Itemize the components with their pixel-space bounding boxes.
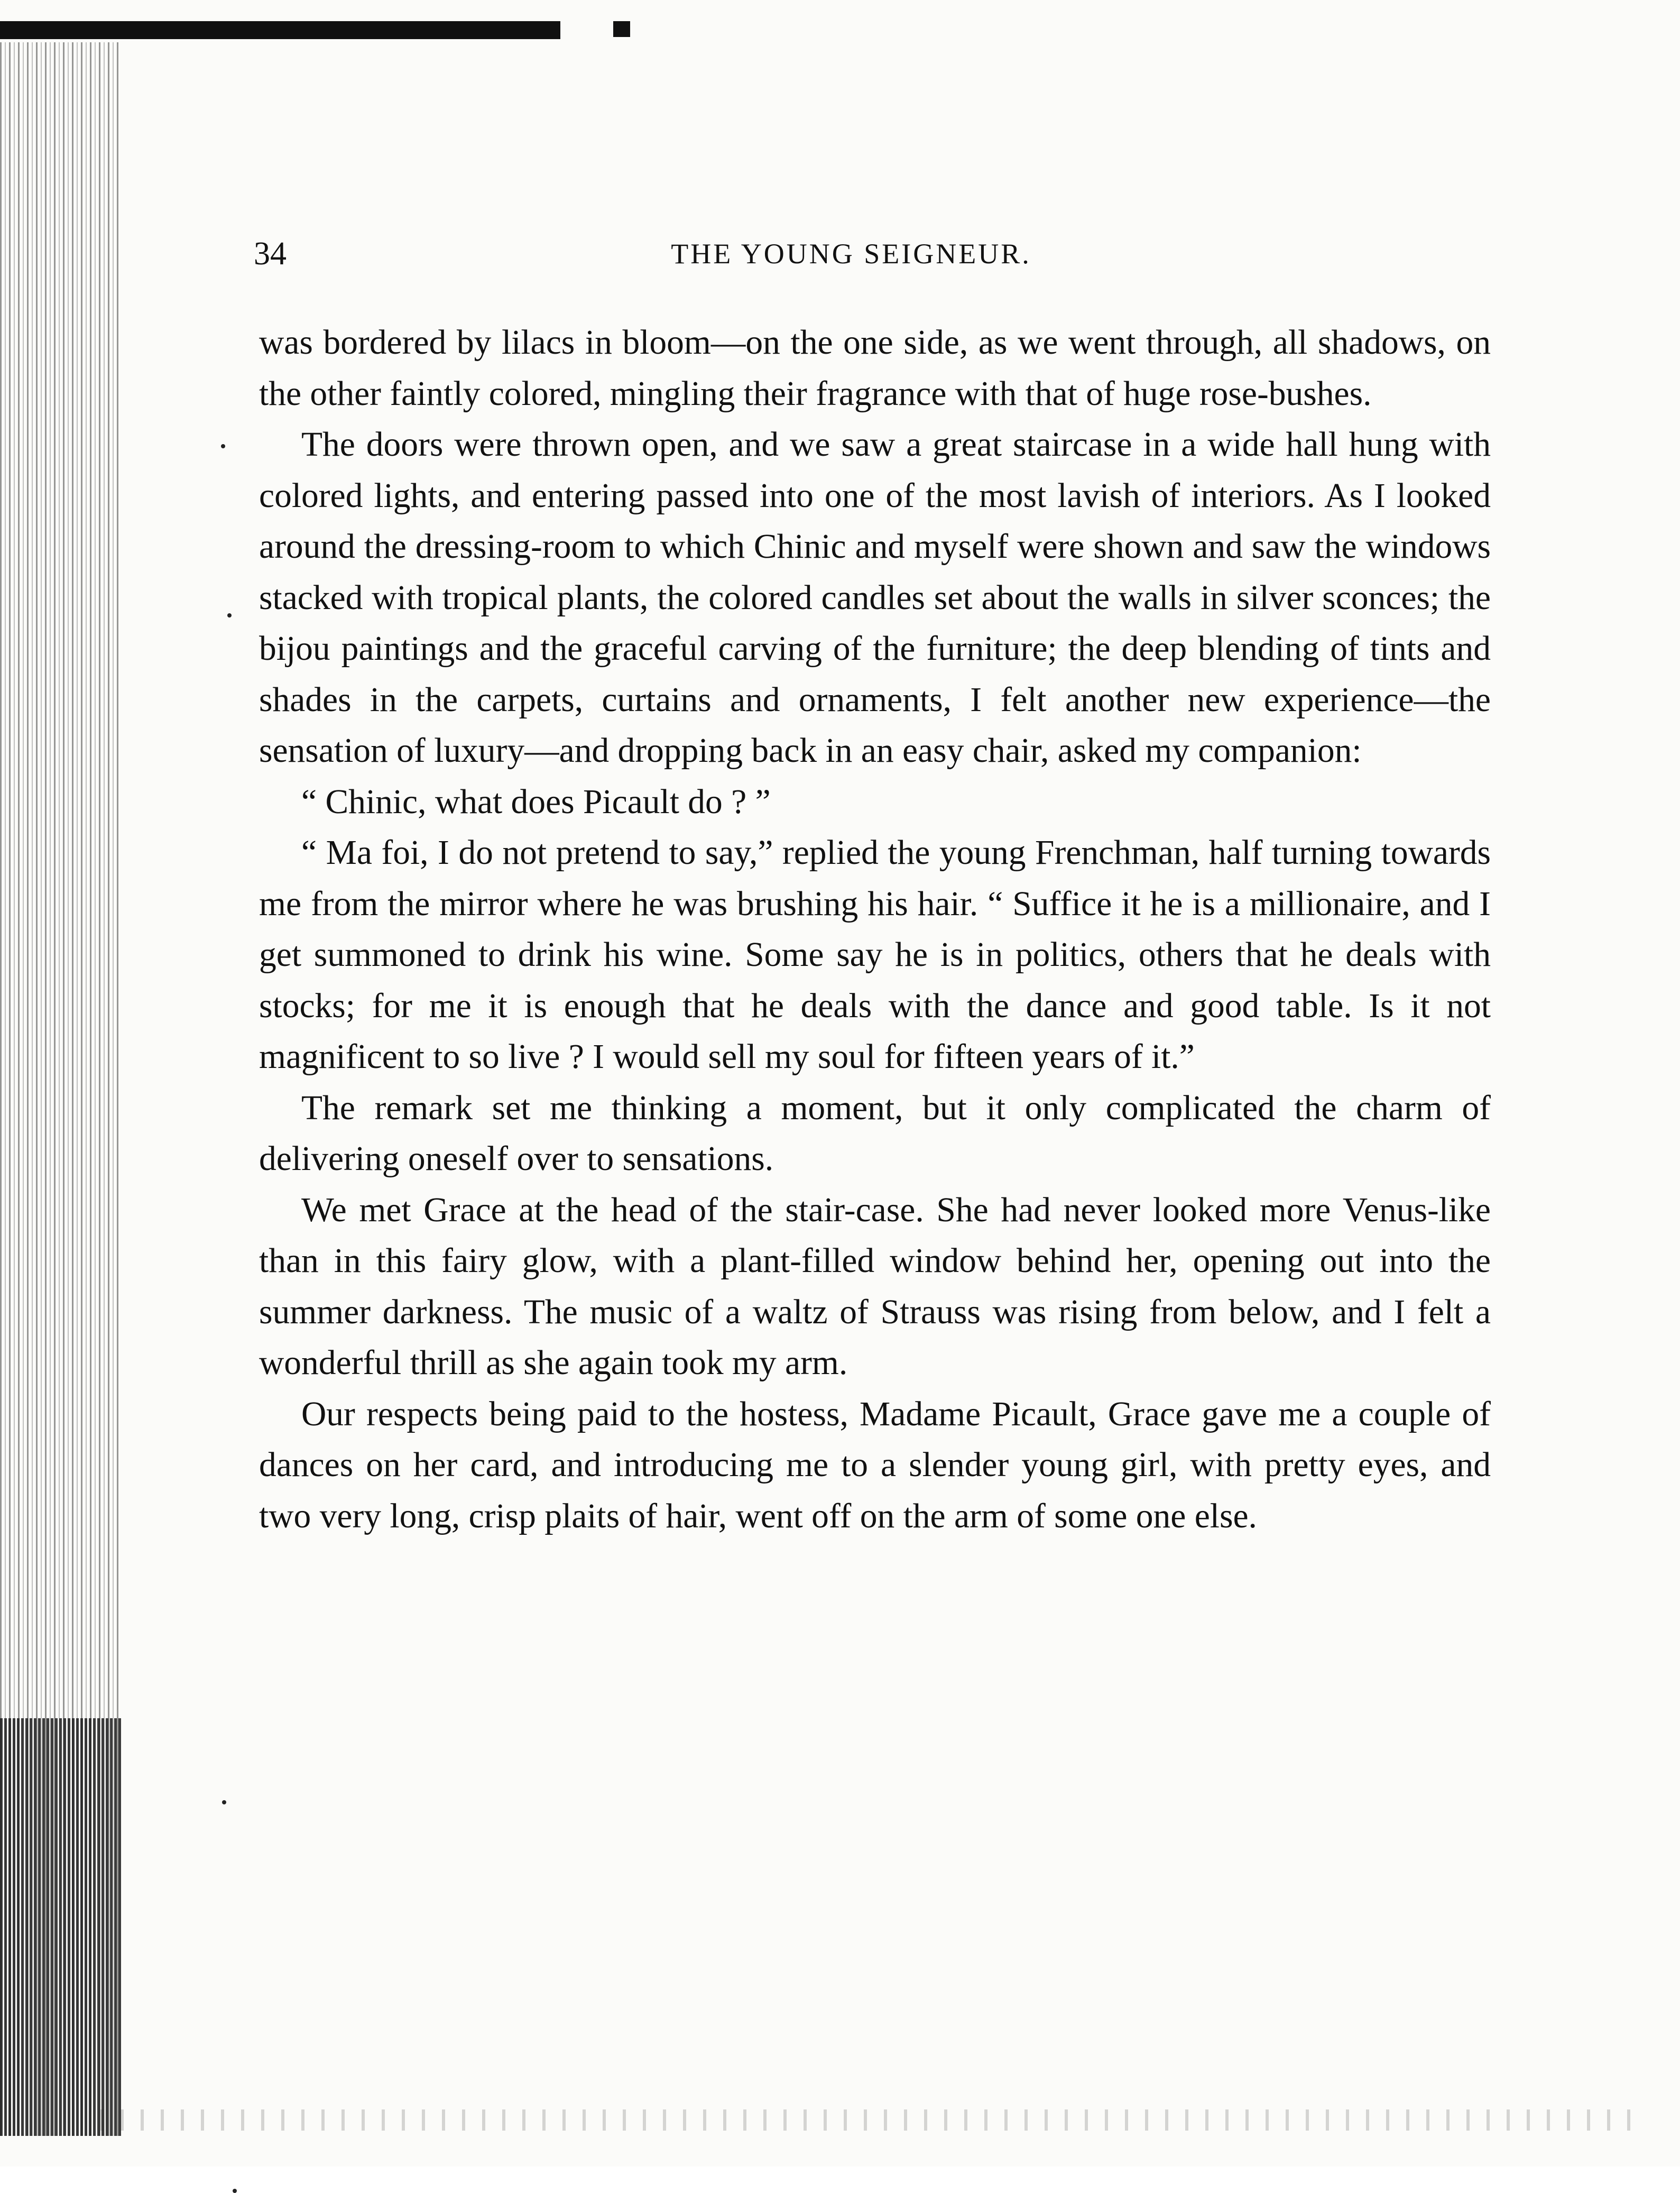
bottom-scan-noise: [100, 2109, 1633, 2131]
page-number: 34: [254, 236, 287, 272]
margin-speck: [222, 1800, 226, 1804]
margin-speck: [233, 2189, 237, 2193]
paragraph: Our respects being paid to the hostess, Madame Picault, Grace gave me a couple of dances on her card, and introducing me to a slender young girl, with pretty eyes, and two very long, crisp plaits of hair, went off on the arm of some one else.: [259, 1395, 1491, 1535]
margin-speck: [221, 444, 225, 448]
paragraph: The remark set me thinking a moment, but it only complicated the charm of delivering oneself over to sensations.: [259, 1089, 1491, 1178]
paragraph: “ Chinic, what does Picault do ? ”: [301, 782, 771, 821]
scan-edge-mark: [613, 21, 630, 37]
scan-edge-bar: [0, 21, 560, 39]
margin-speck: [227, 613, 232, 618]
running-head: [254, 233, 1448, 275]
paragraph: We met Grace at the head of the stair-case. She had never looked more Venus-like than in this fairy glow, with a plant-filled window behind her, opening out into the summer darkness. The music of a waltz of Strauss was rising from below, and I felt a wonderful thrill as she again took my arm.: [259, 1191, 1491, 1382]
body-text: [259, 317, 1491, 1542]
binding-shadow-dark: [0, 1718, 122, 2136]
paragraph: “ Ma foi, I do not pretend to say,” replied the young Frenchman, half turning towards me from the mirror where he was brushing his hair. “ Suffice it he is a millionaire, and I get summoned to drink his wine. Some say he is in politics, others that he deals with stocks; for me it is enough that he deals with the dance and good table. Is it not magnificent to so live ? I would sell my soul for fifteen years of it.”: [259, 834, 1491, 1076]
page-title: THE YOUNG SEIGNEUR.: [671, 238, 1031, 270]
paragraph: The doors were thrown open, and we saw a great staircase in a wide hall hung with colored lights, and entering passed into one of the most lavish of interiors. As I looked around the dressing-room to which Chinic and myself were shown and saw the windows stacked with tropical plants, the colored candles set about the walls in silver sconces; the bijou paintings and the graceful carving of the furniture; the deep blending of tints and shades in the carpets, curtains and ornaments, I felt another new experience—the sensation of luxury—and dropping back in an easy chair, asked my companion:: [259, 426, 1491, 770]
paragraph: was bordered by lilacs in bloom—on the one side, as we went through, all shadows, on the other faintly colored, mingling their fragrance with that of huge rose-bushes.: [259, 324, 1491, 413]
